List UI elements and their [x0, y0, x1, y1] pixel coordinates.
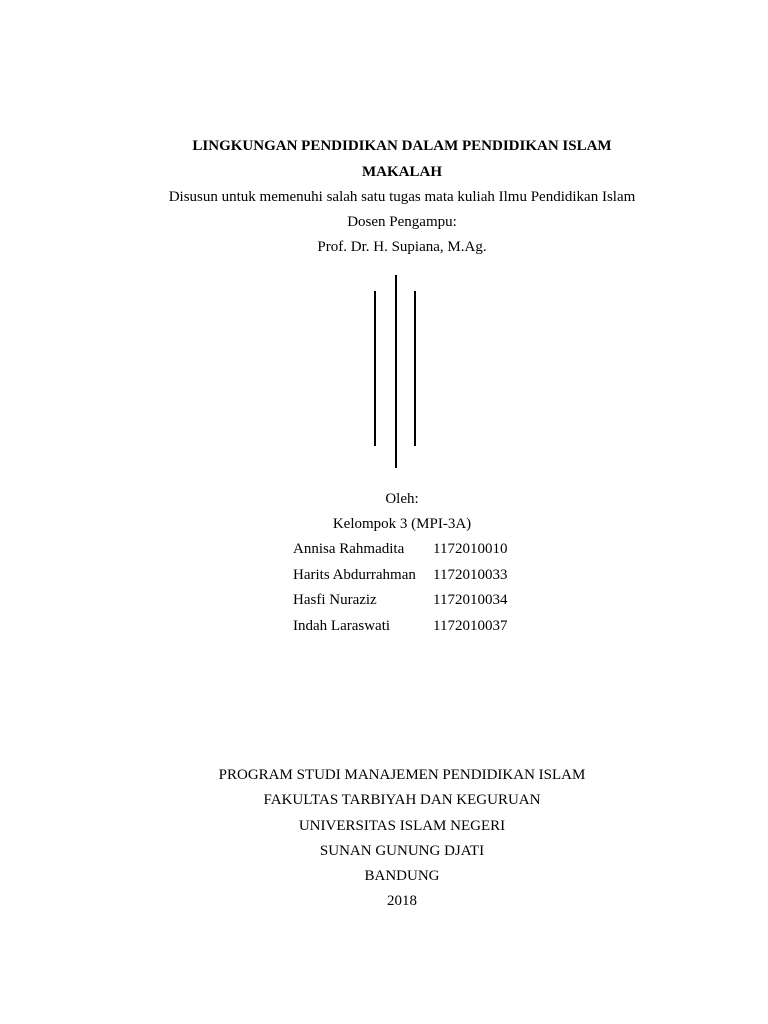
- member-id: 1172010037: [433, 617, 508, 634]
- member-name: Harits Abdurrahman: [293, 566, 416, 583]
- document-purpose: Disusun untuk memenuhi salah satu tugas mata kuliah Ilmu Pendidikan Islam: [168, 189, 636, 205]
- year: 2018: [387, 893, 417, 909]
- member-row: [293, 539, 553, 565]
- member-id: 1172010010: [433, 541, 508, 557]
- lecturer-label: Dosen Pengampu:: [347, 214, 457, 230]
- logo-bar-left: [374, 291, 376, 446]
- university-name-line2: SUNAN GUNUNG DJATI: [319, 843, 485, 859]
- member-name: Indah Laraswati: [293, 617, 391, 634]
- member-list: [293, 539, 553, 641]
- member-row: [293, 565, 553, 591]
- university-name-line1: UNIVERSITAS ISLAM NEGERI: [298, 818, 506, 834]
- logo-bar-center: [395, 275, 397, 468]
- study-program: PROGRAM STUDI MANAJEMEN PENDIDIKAN ISLAM: [218, 767, 586, 783]
- group-label: Kelompok 3 (MPI-3A): [332, 516, 472, 532]
- city-name: BANDUNG: [364, 868, 440, 884]
- member-row: [293, 590, 553, 616]
- document-title: LINGKUNGAN PENDIDIKAN DALAM PENDIDIKAN ISLAM: [192, 138, 612, 154]
- document-type: MAKALAH: [362, 164, 442, 180]
- member-name: Annisa Rahmadita: [293, 541, 405, 557]
- member-id: 1172010033: [433, 566, 508, 583]
- member-id: 1172010034: [433, 592, 508, 608]
- member-row: [293, 616, 553, 642]
- member-name: Hasfi Nuraziz: [293, 592, 377, 608]
- by-label: Oleh:: [385, 491, 419, 507]
- logo-bar-right: [414, 291, 416, 446]
- faculty-name: FAKULTAS TARBIYAH DAN KEGURUAN: [263, 792, 541, 808]
- lecturer-name: Prof. Dr. H. Supiana, M.Ag.: [317, 239, 487, 255]
